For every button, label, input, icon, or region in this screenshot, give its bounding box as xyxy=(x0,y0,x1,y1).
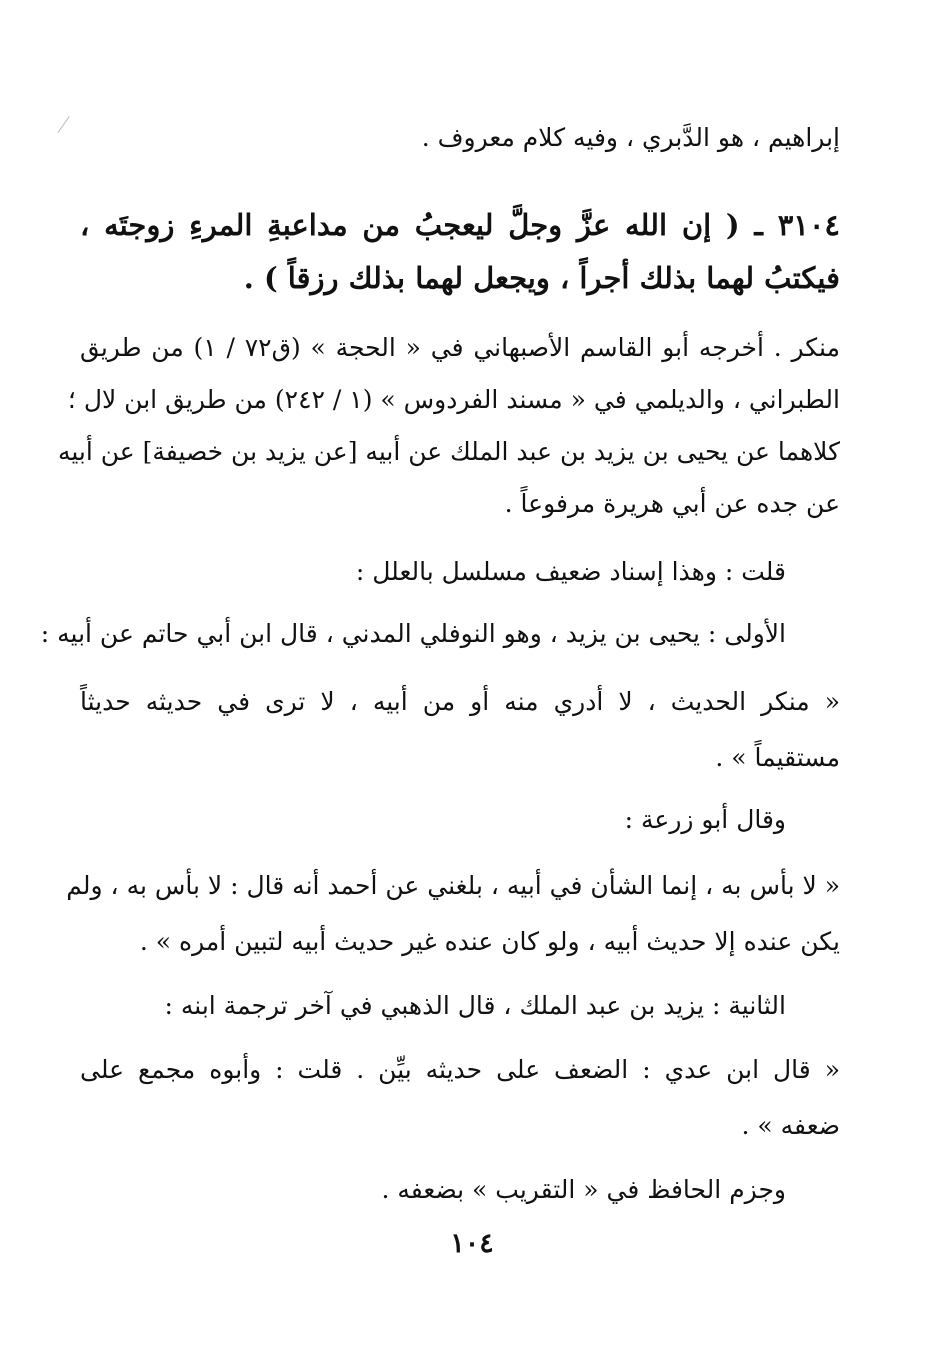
quote-line: « لا بأس به ، إنما الشأن في أبيه ، بلغني عن أحمد أنه قال : لا بأس به ، ولم xyxy=(66,871,840,900)
paragraph-line: وجزم الحافظ في « التقريب » بضعفه . xyxy=(381,1175,786,1204)
paragraph-line: الثانية : يزيد بن عبد الملك ، قال الذهبي في آخر ترجمة ابنه : xyxy=(164,991,786,1020)
quote-line: يكن عنده إلا حديث أبيه ، ولو كان عنده غير حديث أبيه لتبين أمره » . xyxy=(139,927,840,956)
quote-line: ضعفه » . xyxy=(741,1111,840,1140)
margin-mark xyxy=(57,116,79,140)
page-number: ١٠٤ xyxy=(450,1228,494,1259)
text-line-continuation: إبراهيم ، هو الدَّبري ، وفيه كلام معروف . xyxy=(421,123,840,152)
paragraph-line: عن جده عن أبي هريرة مرفوعاً . xyxy=(504,489,840,518)
paragraph-line: الأولى : يحيى بن يزيد ، وهو النوفلي المدني ، قال ابن أبي حاتم عن أبيه : xyxy=(40,619,786,648)
hadith-heading-line-2: فيكتبُ لهما بذلك أجراً ، ويجعل لهما بذلك رزقاً ) . xyxy=(243,261,840,295)
quote-line: « منكر الحديث ، لا أدري منه أو من أبيه ، لا ترى في حديثه حديثاً xyxy=(80,687,840,716)
document-page xyxy=(40,0,840,1358)
quote-line: مستقيماً » . xyxy=(715,743,840,772)
paragraph-line: وقال أبو زرعة : xyxy=(624,805,786,834)
paragraph-line: منكر . أخرجه أبو القاسم الأصبهاني في « الحجة » (ق٧٢ / ١) من طريق xyxy=(80,333,840,362)
paragraph-line: كلاهما عن يحيى بن يزيد بن عبد الملك عن أبيه [عن يزيد بن خصيفة] عن أبيه xyxy=(57,437,840,466)
paragraph-line: قلت : وهذا إسناد ضعيف مسلسل بالعلل : xyxy=(355,557,786,586)
quote-line: « قال ابن عدي : الضعف على حديثه بيِّن . قلت : وأبوه مجمع على xyxy=(80,1055,840,1084)
paragraph-line: الطبراني ، والديلمي في « مسند الفردوس » (١ / ٢٤٢) من طريق ابن لال ؛ xyxy=(67,385,840,414)
hadith-heading-line-1: ٣١٠٤ ـ ( إن الله عزَّ وجلَّ ليعجبُ من مداعبةِ المرءِ زوجتَه ، xyxy=(80,208,840,242)
